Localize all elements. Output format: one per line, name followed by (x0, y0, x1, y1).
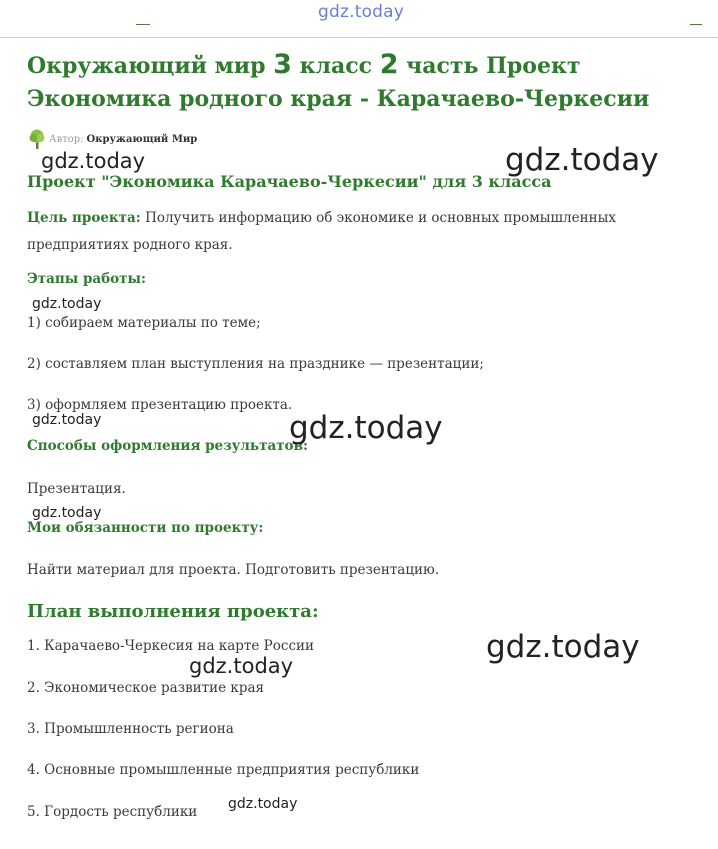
project-goal (27, 205, 647, 259)
watermark: gdz.today (32, 296, 102, 312)
duties-label: Мои обязанности по проекту: (27, 520, 264, 536)
title-part-number: 2 (379, 49, 399, 80)
plan-item: 2. Экономическое развитие края (27, 680, 265, 696)
title-line1-b: класс (291, 53, 380, 79)
duties-value: Найти материал для проекта. Подготовить презентацию. (27, 562, 440, 578)
stage-item: 3) оформляем презентацию проекта. (27, 397, 293, 413)
plan-item: 5. Гордость республики (27, 804, 198, 820)
title-line1-a: Окружающий мир (27, 53, 274, 79)
format-label: Способы оформления результатов: (27, 438, 308, 454)
title-line2: Экономика родного края - Карачаево-Черкесии (27, 86, 650, 112)
stages-label: Этапы работы: (27, 271, 147, 287)
stage-item: 1) собираем материалы по теме; (27, 315, 261, 331)
plan-item: 3. Промышленность региона (27, 721, 234, 737)
plan-item: 1. Карачаево-Черкесия на карте России (27, 638, 315, 654)
stage-item: 2) составляем план выступления на празднике — презентации; (27, 356, 484, 372)
format-value: Презентация. (27, 481, 126, 497)
plan-item: 4. Основные промышленные предприятия республики (27, 762, 420, 778)
author-prefix: Автор: (49, 133, 84, 145)
menu-dash-right[interactable] (690, 24, 702, 25)
tree-icon (27, 128, 47, 150)
watermark: gdz.today (228, 796, 298, 812)
page-title (27, 48, 667, 116)
top-bar (0, 0, 718, 38)
watermark: gdz.today (289, 410, 443, 446)
watermark: gdz.today (189, 654, 294, 678)
watermark: gdz.today (41, 149, 146, 173)
project-heading: Проект "Экономика Карачаево-Черкесии" для 3 класса (27, 172, 552, 191)
site-logo[interactable]: gdz.today (318, 2, 405, 22)
watermark: gdz.today (32, 505, 102, 521)
goal-text: Получить информацию об экономике и основных промышленных предприятиях родного края. (27, 210, 616, 253)
author-name[interactable]: Окружающий Мир (86, 133, 198, 145)
watermark: gdz.today (486, 629, 640, 665)
plan-heading: План выполнения проекта: (27, 601, 319, 622)
watermark: gdz.today (505, 142, 659, 178)
watermark: gdz.today (32, 412, 102, 428)
menu-dash-left[interactable] (136, 24, 150, 25)
title-grade-number: 3 (273, 49, 292, 80)
author-line (27, 128, 197, 150)
title-line1-c: часть Проект (398, 53, 581, 79)
goal-label: Цель проекта: (27, 210, 141, 226)
